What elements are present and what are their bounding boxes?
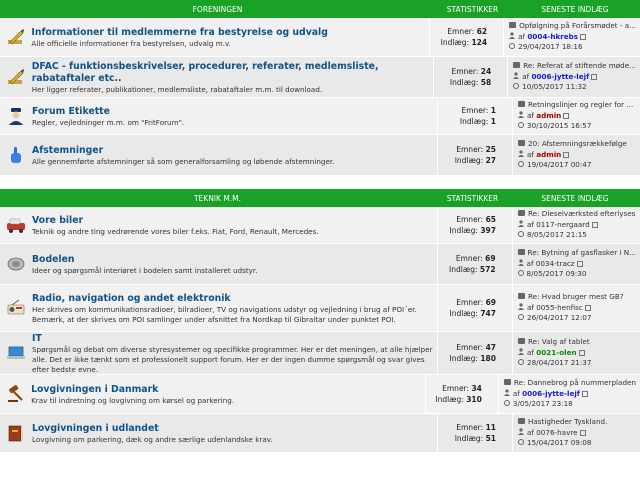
- by-label: af: [527, 110, 534, 120]
- forum-stats: [437, 98, 512, 134]
- forum-title-link[interactable]: IT: [32, 332, 42, 344]
- last-post-date: 19/04/2017 00:47: [527, 160, 592, 170]
- last-post-author-link[interactable]: admin: [536, 110, 562, 120]
- by-label: af: [527, 149, 534, 159]
- topics-count: [456, 144, 496, 155]
- clock-icon: [518, 122, 524, 128]
- forum-title-link[interactable]: Informationer til medlemmerne fra bestyrelse og udvalg: [31, 26, 328, 38]
- posts-label: Indlæg:: [440, 38, 470, 47]
- car-icon: [0, 207, 32, 243]
- last-post-author-link[interactable]: 0055-henfisc: [536, 302, 583, 312]
- topics-value: 69: [485, 254, 496, 263]
- forum-info: [31, 18, 429, 56]
- user-icon: [518, 150, 524, 157]
- last-post-author-row: [513, 72, 636, 83]
- forum-info: [32, 414, 437, 452]
- last-post: [512, 135, 640, 175]
- clock-icon: [518, 439, 524, 445]
- topics-label: Emner:: [451, 67, 479, 76]
- clock-icon: [518, 231, 524, 237]
- topics-label: Emner:: [442, 384, 470, 393]
- last-post-title-link[interactable]: Re: Referat af stiftende møde...: [523, 61, 636, 71]
- posts-count: [460, 116, 496, 127]
- category-section: [0, 0, 640, 176]
- forum-title-link[interactable]: DFAC - funktionsbeskrivelser, procedurer, referater, medlemsliste, rabataftaler etc..: [31, 60, 379, 84]
- topics-count: [447, 26, 487, 37]
- last-post-column-header: SENESTE INDLÆG: [541, 4, 609, 14]
- last-post-date-row: [518, 121, 636, 132]
- by-label: af: [527, 427, 534, 437]
- last-post-author-link[interactable]: 0034-tracz: [535, 258, 575, 268]
- last-post-title-link[interactable]: Re: Dieselværksted efterlyses: [528, 209, 636, 219]
- speech-bubble-icon: [518, 338, 525, 344]
- posts-value: 27: [485, 156, 496, 165]
- posts-count: [450, 77, 491, 88]
- posts-value: 124: [471, 38, 488, 47]
- topics-label: Emner:: [456, 215, 484, 224]
- topics-label: Emner:: [461, 106, 489, 115]
- forum-description: Krav til indretning og lovgivning om kørsel og parkering.: [31, 395, 235, 405]
- last-post-date-row: [518, 269, 636, 280]
- posts-count: [455, 433, 496, 444]
- topics-value: 65: [485, 215, 496, 224]
- laptop-icon: [0, 332, 32, 374]
- topics-label: Emner:: [456, 298, 484, 307]
- forum-stats: [429, 18, 503, 56]
- category-section: [0, 189, 640, 453]
- forum-title-link[interactable]: Vore biler: [32, 214, 84, 226]
- user-icon: [518, 111, 524, 118]
- category-title[interactable]: FORENINGEN: [192, 4, 243, 14]
- forum-title-link[interactable]: Radio, navigation og andet elektronik: [32, 292, 231, 304]
- forum-description: Lovgivning om parkering, dæk og andre særlige udenlandske krav.: [32, 434, 273, 444]
- category-header: [0, 0, 640, 18]
- speech-bubble-icon: [518, 418, 525, 424]
- goto-last-post-icon[interactable]: [592, 222, 598, 228]
- speech-bubble-icon: [518, 210, 525, 216]
- forum-row: [0, 285, 640, 332]
- clock-icon: [513, 83, 519, 89]
- posts-count: [449, 353, 496, 364]
- last-post-author-row: [509, 32, 636, 43]
- topics-value: 24: [480, 67, 492, 76]
- topics-count: [456, 422, 496, 433]
- posts-label: Indlæg:: [454, 434, 484, 443]
- user-icon: [518, 303, 524, 310]
- pen-icon: [0, 57, 32, 97]
- posts-label: Indlæg:: [454, 156, 484, 165]
- forum-info: [32, 285, 437, 331]
- forum-info: [31, 375, 424, 413]
- last-post-title-row: [518, 209, 636, 220]
- forum-description: Alle gennemførte afstemninger så som generalforsamling og løbende afstemninger.: [32, 156, 335, 166]
- forum-description: Ideer og spørgsmål interiøret i bodelen samt installeret udstyr.: [31, 265, 258, 275]
- goto-last-post-icon[interactable]: [563, 113, 569, 119]
- last-post-date-row: [518, 160, 636, 171]
- forum-stats: [425, 375, 498, 413]
- user-icon: [518, 220, 524, 227]
- police-icon: [0, 98, 32, 134]
- forum-row: [0, 332, 640, 375]
- user-icon: [518, 259, 524, 266]
- last-post-date: 28/04/2017 21:37: [527, 358, 592, 368]
- last-post: [512, 98, 640, 134]
- forum-description: Alle officielle informationer fra bestyrelsen, udvalg m.v.: [31, 38, 231, 48]
- forum-title-link[interactable]: Bodelen: [31, 253, 75, 265]
- last-post-title-link[interactable]: 20: Afstemningsrækkefølge: [528, 139, 627, 149]
- clock-icon: [518, 359, 524, 365]
- by-label: af: [512, 388, 520, 398]
- topics-value: 34: [471, 384, 482, 393]
- speech-bubble-icon: [509, 22, 516, 28]
- last-post-title-link[interactable]: Retningslinjer og regler for ...: [528, 100, 634, 110]
- goto-last-post-icon[interactable]: [563, 152, 569, 158]
- speech-bubble-icon: [518, 140, 525, 146]
- last-post: [512, 414, 640, 452]
- user-icon: [504, 389, 510, 396]
- speech-bubble-icon: [513, 62, 520, 68]
- user-icon: [518, 428, 524, 435]
- forum-title-link[interactable]: Lovgivningen i Danmark: [31, 383, 159, 395]
- forum-stats: [437, 414, 512, 452]
- topics-count: [456, 214, 496, 225]
- speech-bubble-icon: [504, 379, 511, 385]
- topics-count: [456, 253, 496, 264]
- goto-last-post-icon[interactable]: [582, 391, 588, 397]
- by-label: af: [526, 258, 534, 268]
- last-post-title-link[interactable]: Re: Dannebrog på nummerpladen: [513, 378, 636, 388]
- posts-label: Indlæg:: [449, 226, 478, 235]
- forum-row: [0, 18, 640, 57]
- forum-row: [0, 98, 640, 135]
- by-label: af: [522, 71, 530, 81]
- forum-row: [0, 414, 640, 453]
- forum-row: [0, 135, 640, 176]
- forum-row: [0, 244, 640, 285]
- gavel-icon: [0, 375, 31, 413]
- topics-count: [442, 383, 482, 394]
- topics-count: [456, 342, 496, 353]
- posts-label: Indlæg:: [449, 354, 478, 363]
- last-post-title-link[interactable]: Hastigheder Tyskland.: [528, 417, 608, 427]
- last-post-date: 8/05/2017 21:15: [527, 230, 587, 240]
- forum-stats: [433, 57, 507, 97]
- posts-value: 1: [490, 117, 496, 126]
- last-post-author-row: [518, 348, 636, 359]
- forum-info: [32, 135, 437, 175]
- forum-stats: [437, 285, 512, 331]
- forum-description: Teknik og andre ting vedrørende vores biler f.eks. Fiat, Ford, Renault, Mercedes.: [32, 226, 319, 236]
- by-label: af: [518, 31, 526, 41]
- last-post-author-row: [518, 111, 636, 122]
- last-post-date: 26/04/2017 12:07: [527, 313, 592, 323]
- last-post-title-row: [518, 100, 636, 111]
- topics-count: [456, 297, 496, 308]
- by-label: af: [527, 347, 534, 357]
- posts-count: [441, 37, 488, 48]
- satellite-dish-icon: [0, 244, 32, 284]
- last-post-date-row: [518, 230, 636, 241]
- posts-label: Indlæg:: [435, 395, 464, 404]
- last-post-author-link[interactable]: 0117-nergaard: [536, 219, 590, 229]
- last-post-date: 3/05/2017 23:18: [512, 399, 573, 409]
- posts-value: 310: [466, 395, 482, 404]
- pen-icon: [0, 18, 31, 56]
- last-post-author-row: [518, 150, 636, 161]
- radio-icon: [0, 285, 32, 331]
- forum-description: Her skrives om kommunikationsradioer, bilradioer, TV og navigations udstyr og vejledning i brug af POI´er. Bemærk, at der skrives om POI samlinger under afsnittet fra Nordkap til Gibraltar under punktet POI.: [32, 304, 417, 324]
- forum-info: [32, 244, 437, 284]
- forum-stats: [437, 244, 512, 284]
- last-post-author-row: [518, 220, 636, 231]
- last-post: [512, 207, 640, 243]
- posts-label: Indlæg:: [449, 309, 478, 318]
- last-post-author-link[interactable]: 0021-olen: [536, 347, 577, 357]
- user-icon: [518, 348, 524, 355]
- topics-value: 47: [485, 343, 496, 352]
- speech-bubble-icon: [518, 293, 525, 299]
- posts-value: 397: [480, 226, 496, 235]
- last-post-title-link[interactable]: Opfølgning på Forårsmødet - a...: [519, 21, 636, 31]
- topics-count: [461, 105, 496, 116]
- last-post-date-row: [513, 82, 636, 93]
- last-post-date: 30/10/2015 16:57: [527, 121, 592, 131]
- topics-count: [451, 66, 491, 77]
- topics-label: Emner:: [456, 145, 484, 154]
- last-post: [512, 244, 640, 284]
- posts-count: [455, 155, 496, 166]
- posts-value: 180: [480, 354, 496, 363]
- topics-value: 25: [485, 145, 496, 154]
- topics-label: Emner:: [455, 254, 483, 263]
- last-post: [498, 375, 640, 413]
- goto-last-post-icon[interactable]: [577, 261, 583, 267]
- last-post-date-row: [509, 42, 636, 53]
- last-post-author-link[interactable]: admin: [536, 149, 562, 159]
- last-post-author-link[interactable]: 0006-jytte-lejf: [531, 71, 590, 81]
- last-post-title-row: [513, 61, 636, 72]
- forum-description: Spørgsmål og debat om diverse styresystemer og specifikke programmer. Her er det meningen, at alle hjælper alle. Det er ikke tænkt som et professionelt support forum. Her er der ingen dumme spørgsmål og svar gives efter bedste evne.: [32, 344, 433, 374]
- clock-icon: [518, 161, 524, 167]
- section-gap: [0, 176, 640, 189]
- last-post-column-header: SENESTE INDLÆG: [541, 193, 609, 203]
- speech-bubble-icon: [518, 101, 525, 107]
- forum-info: [32, 332, 437, 374]
- stats-column-header: STATISTIKKER: [446, 4, 499, 14]
- forum-stats: [437, 207, 512, 243]
- last-post-title-row: [518, 248, 636, 259]
- forum-info: [32, 98, 437, 134]
- topics-value: 1: [490, 106, 496, 115]
- last-post-title-row: [504, 378, 636, 389]
- posts-value: 51: [485, 434, 496, 443]
- forum-stats: [437, 332, 512, 374]
- last-post-title-row: [509, 21, 636, 32]
- last-post-title-row: [518, 417, 636, 428]
- goto-last-post-icon[interactable]: [579, 350, 585, 356]
- goto-last-post-icon[interactable]: [580, 34, 586, 40]
- last-post-date-row: [518, 313, 636, 324]
- user-icon: [509, 32, 515, 39]
- forum-stats: [437, 135, 512, 175]
- last-post-title-link[interactable]: Re: Valg af tablet: [528, 337, 590, 347]
- last-post-date-row: [518, 358, 636, 369]
- stats-column-header: STATISTIKKER: [446, 193, 499, 203]
- posts-label: Indlæg:: [459, 117, 489, 126]
- last-post-author-link[interactable]: 0004-hkrebs: [527, 31, 579, 41]
- last-post-title-row: [518, 292, 636, 303]
- posts-label: Indlæg:: [449, 265, 478, 274]
- last-post-author-link[interactable]: 0006-jytte-lejf: [522, 388, 580, 398]
- last-post-author-row: [518, 303, 636, 314]
- vote-hand-icon: [0, 135, 32, 175]
- goto-last-post-icon[interactable]: [585, 305, 591, 311]
- posts-value: 747: [480, 309, 496, 318]
- topics-value: 62: [476, 27, 488, 36]
- last-post-title-row: [518, 337, 636, 348]
- last-post-date: 15/04/2017 09:08: [527, 438, 592, 448]
- topics-value: 69: [485, 298, 496, 307]
- topics-label: Emner:: [456, 343, 484, 352]
- by-label: af: [527, 302, 534, 312]
- clock-icon: [509, 43, 515, 49]
- last-post-author-row: [518, 428, 636, 439]
- last-post-author-row: [518, 259, 636, 270]
- last-post-date-row: [504, 399, 636, 410]
- posts-value: 572: [479, 265, 496, 274]
- law-book-icon: [0, 414, 32, 452]
- user-icon: [513, 72, 519, 79]
- by-label: af: [527, 219, 534, 229]
- last-post-title-link[interactable]: Re: Hvad bruger mest GB?: [528, 292, 624, 302]
- category-title[interactable]: TEKNIK M.M.: [193, 193, 242, 203]
- posts-count: [449, 225, 496, 236]
- forum-title-link[interactable]: Forum Etikette: [32, 105, 110, 117]
- last-post-title-row: [518, 139, 636, 150]
- last-post-date-row: [518, 438, 636, 449]
- last-post-date: 29/04/2017 18:16: [518, 42, 583, 52]
- speech-bubble-icon: [518, 249, 525, 255]
- forum-description: Regler, vejledninger m.m. om "FritForum".: [32, 117, 185, 127]
- posts-label: Indlæg:: [449, 78, 479, 87]
- clock-icon: [518, 270, 524, 276]
- last-post-date: 10/05/2017 11:32: [522, 82, 587, 92]
- forum-row: [0, 207, 640, 244]
- category-header: [0, 189, 640, 207]
- posts-count: [435, 394, 482, 405]
- topics-label: Emner:: [456, 423, 484, 432]
- last-post: [512, 285, 640, 331]
- forum-title-link[interactable]: Lovgivningen i udlandet: [32, 422, 159, 434]
- posts-count: [449, 264, 496, 275]
- topics-value: 11: [485, 423, 496, 432]
- last-post-author-link[interactable]: 0076-havre: [536, 427, 578, 437]
- forum-info: [32, 57, 433, 97]
- forum-row: [0, 375, 640, 414]
- last-post-author-row: [504, 389, 636, 400]
- goto-last-post-icon[interactable]: [591, 74, 597, 80]
- last-post: [503, 18, 640, 56]
- posts-value: 58: [480, 78, 492, 87]
- topics-label: Emner:: [447, 27, 475, 36]
- forum-description: Her ligger referater, publikationer, medlemsliste, rabataftaler m.m. til download.: [31, 84, 323, 94]
- clock-icon: [518, 314, 524, 320]
- last-post: [512, 332, 640, 374]
- forum-info: [32, 207, 437, 243]
- forum-row: [0, 57, 640, 98]
- last-post-date: 8/05/2017 09:30: [526, 269, 587, 279]
- posts-count: [449, 308, 496, 319]
- forum-title-link[interactable]: Afstemninger: [32, 144, 104, 156]
- clock-icon: [504, 400, 510, 406]
- last-post: [507, 57, 640, 97]
- last-post-title-link[interactable]: Re: Bytning af gasflasker i N...: [527, 248, 636, 258]
- goto-last-post-icon[interactable]: [580, 430, 586, 436]
